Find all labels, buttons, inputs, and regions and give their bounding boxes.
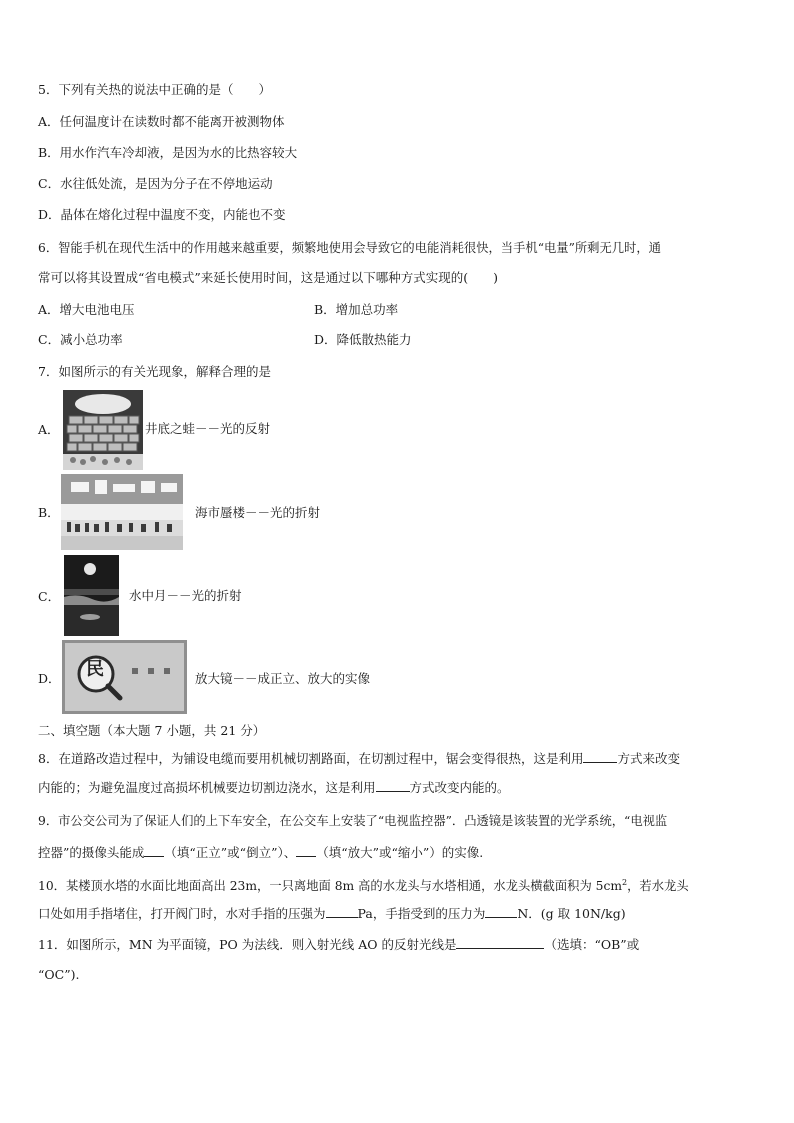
q6-option-a: A．增大电池电压 [38, 302, 135, 317]
mirage-image [61, 474, 183, 550]
q8-blank-1 [583, 749, 617, 763]
q5-stem: 5．下列有关热的说法中正确的是（ ） [38, 82, 271, 97]
q6-option-c: C．减小总功率 [38, 332, 123, 347]
q6-stem-line2: 常可以将其设置成“省电模式”来延长使用时间，这是通过以下哪种方式实现的( ) [38, 270, 499, 285]
q9-text-2: （填“正立”或“倒立”）、 [164, 845, 297, 860]
q7-option-a-letter: A． [38, 422, 60, 437]
q10-text-4: Pa，手指受到的压力为 [357, 906, 486, 921]
q9-blank-2 [296, 843, 316, 857]
q10-text-3: 口处如用手指堵住，打开阀门时，水对手指的压强为 [38, 906, 326, 921]
q9-text-3: （填“放大”或“缩小”）的实像. [316, 845, 484, 860]
q5-option-d: D．晶体在熔化过程中温度不变，内能也不变 [38, 207, 286, 222]
q10-blank-2 [485, 904, 517, 918]
q10-blank-1 [326, 904, 358, 918]
section-title-fill-in: 二、填空题（本大题 7 小题，共 21 分） [38, 723, 266, 738]
q11-blank-1 [456, 935, 544, 949]
q8-line2 [38, 778, 510, 797]
q9-blank-1 [144, 843, 164, 857]
q11-line2: “OC”). [38, 967, 80, 982]
q7-option-d-letter: D． [38, 671, 61, 686]
q6-option-d: D．降低散热能力 [314, 332, 412, 347]
q10-text-2: ，若水龙头 [627, 879, 689, 894]
q9-line1: 9．市公交公司为了保证人们的上下车安全，在公交车上安装了“电视监控器”．凸透镜是该装置的光学系统，“电视监 [38, 814, 668, 828]
q9-text-1: 控器”的摄像头能成 [38, 845, 145, 860]
q8-text-3: 内能的；为避免温度过高损坏机械要边切割边浇水，这是利用 [38, 780, 376, 795]
q7-option-c-text: 水中月－－光的折射 [129, 588, 242, 603]
q10-text-1: 10．某楼顶水塔的水面比地面高出 23m，一只离地面 8m 高的水龙头与水塔相通，水龙头横截面积为 5cm [38, 879, 623, 894]
q8-blank-2 [376, 778, 410, 792]
q11-text-2: （选填：“OB”或 [544, 937, 640, 952]
q5-option-c: C．水往低处流，是因为分子在不停地运动 [38, 176, 273, 191]
q7-option-b-text: 海市蜃楼－－光的折射 [195, 505, 321, 520]
well-frog-image [63, 390, 143, 470]
q8-text-1: 8．在道路改造过程中，为铺设电缆而要用机械切割路面，在切割过程中，锯会变得很热，这是利用 [38, 751, 584, 766]
q7-stem: 7．如图所示的有关光现象，解释合理的是 [38, 364, 271, 379]
q5-option-a: A．任何温度计在读数时都不能离开被测物体 [38, 114, 285, 129]
moon-in-water-image [64, 555, 119, 636]
q6-stem-line1: 6．智能手机在现代生活中的作用越来越重要，频繁地使用会导致它的电能消耗很快，当手机“电量”所剩无几时，通 [38, 241, 661, 255]
q8-text-4: 方式改变内能的。 [409, 780, 510, 795]
q11-text-1: 11．如图所示，MN 为平面镜，PO 为法线．则入射光线 AO 的反射光线是 [38, 937, 457, 952]
magnifier-glyph: 民 [86, 659, 104, 680]
q10-line2 [38, 904, 626, 923]
q7-option-c-letter: C． [38, 589, 61, 604]
q6-option-b: B．增加总功率 [314, 302, 399, 317]
q5-option-b: B．用水作汽车冷却液，是因为水的比热容较大 [38, 145, 298, 160]
q10-text-5: N．(g 取 10N/kg) [517, 906, 626, 921]
q8-line1 [38, 749, 680, 768]
q9-line2 [38, 843, 483, 862]
q10-superscript: 2 [622, 878, 628, 887]
q8-text-2: 方式来改变 [617, 751, 680, 766]
q7-option-b-letter: B． [38, 505, 60, 520]
q7-option-a-text: 井底之蛙－－光的反射 [145, 421, 271, 436]
magnifier-image [62, 640, 187, 714]
q7-option-d-text: 放大镜－－成正立、放大的实像 [195, 671, 371, 686]
q11-line1 [38, 935, 639, 954]
q10-line1 [38, 874, 689, 895]
